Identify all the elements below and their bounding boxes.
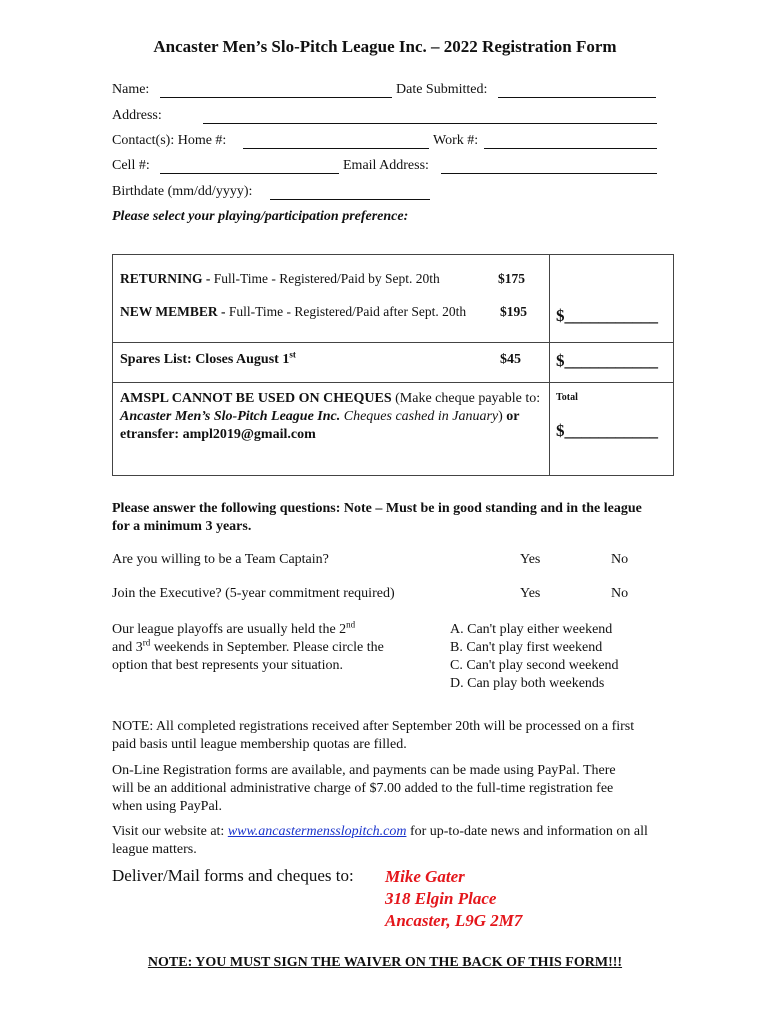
- playoff-options: [450, 621, 619, 693]
- payment-cashed: Cheques cashed in January: [340, 409, 499, 424]
- deliver-address: [385, 866, 522, 932]
- questions-heading: Please answer the following questions: Note – Must be in good standing and in the league for a minimum 3 years.: [112, 501, 642, 534]
- work-phone-label: Work #:: [433, 133, 479, 148]
- home-phone-label: Contact(s): Home #:: [112, 133, 227, 148]
- birthdate-label: Birthdate (mm/dd/yyyy):: [112, 184, 253, 199]
- payment-info-cell: [113, 383, 550, 476]
- payment-payee: Ancaster Men’s Slo-Pitch League Inc.: [120, 409, 341, 424]
- website-text-b: for up-to-date news and information on all league matters.: [112, 824, 648, 857]
- birthdate-field[interactable]: [270, 199, 430, 200]
- name-field[interactable]: [160, 97, 392, 98]
- returning-text: Full-Time - Registered/Paid by Sept. 20th: [210, 271, 440, 286]
- website-note: [112, 823, 660, 859]
- total-cell: [550, 383, 674, 476]
- membership-amount-cell: [550, 255, 674, 343]
- deliver-city: Ancaster, L9G 2M7: [385, 911, 523, 930]
- name-label: Name:: [112, 82, 150, 97]
- payment-warning: AMSPL CANNOT BE USED ON CHEQUES: [120, 391, 392, 406]
- membership-amount-field[interactable]: $___________: [556, 306, 658, 325]
- late-registration-note: NOTE: All completed registrations received after September 20th will be processed on a first paid basis until league membership quotas are filled.: [112, 719, 635, 752]
- playoffs-question: [112, 621, 412, 675]
- cell-label: Cell #:: [112, 158, 150, 173]
- playoffs-text-a: Our league playoffs are usually held the 2: [112, 622, 347, 637]
- playoff-option-b[interactable]: B. Can't play first weekend: [450, 640, 603, 655]
- website-text-a: Visit our website at:: [112, 824, 228, 839]
- website-link[interactable]: www.ancastermensslopitch.com: [227, 824, 407, 839]
- playoffs-sup-nd: nd: [346, 619, 356, 630]
- executive-no[interactable]: No: [611, 586, 629, 601]
- deliver-name: Mike Gater: [385, 867, 465, 886]
- spares-price: $45: [500, 352, 521, 367]
- deliver-street: 318 Elgin Place: [385, 889, 497, 908]
- spares-label-sup: st: [289, 349, 296, 360]
- home-phone-field[interactable]: [243, 148, 429, 149]
- new-member-option[interactable]: [120, 304, 466, 320]
- captain-no[interactable]: No: [611, 552, 629, 567]
- new-member-label: NEW MEMBER -: [120, 304, 226, 319]
- playoffs-text-c: weekends in September. Please circle the option that best represents your situation.: [112, 640, 384, 673]
- work-phone-field[interactable]: [484, 148, 657, 149]
- playoffs-sup-rd: rd: [142, 637, 151, 648]
- spares-amount-field[interactable]: $___________: [556, 351, 658, 370]
- returning-label: RETURNING -: [120, 271, 211, 286]
- returning-price: $175: [498, 271, 525, 286]
- payment-close: ): [498, 409, 503, 424]
- total-label: Total: [556, 392, 578, 403]
- email-label: Email Address:: [343, 158, 429, 173]
- executive-yes[interactable]: Yes: [520, 586, 541, 601]
- executive-question: Join the Executive? (5-year commitment required): [112, 586, 395, 601]
- new-member-text: Full-Time - Registered/Paid after Sept. 20th: [225, 304, 467, 319]
- payment-info: [120, 390, 548, 444]
- new-member-price: $195: [500, 304, 527, 319]
- playoffs-text-b: and 3: [112, 640, 143, 655]
- page-title: Ancaster Men’s Slo-Pitch League Inc. – 2022 Registration Form: [153, 37, 617, 56]
- playoff-option-c[interactable]: C. Can't play second weekend: [450, 658, 619, 673]
- spares-label-text: Spares List: Closes August 1: [120, 352, 290, 367]
- payment-etransfer: or etransfer: ampl2019@gmail.com: [120, 409, 520, 442]
- spares-amount-cell: [550, 343, 674, 383]
- captain-question: Are you willing to be a Team Captain?: [112, 552, 329, 567]
- date-submitted-label: Date Submitted:: [396, 82, 488, 97]
- address-label: Address:: [112, 108, 162, 123]
- preference-prompt: Please select your playing/participation preference:: [112, 209, 409, 224]
- payment-make: (Make cheque payable to:: [391, 391, 541, 406]
- email-field[interactable]: [441, 173, 657, 174]
- spares-label[interactable]: [120, 349, 296, 368]
- waiver-note: NOTE: YOU MUST SIGN THE WAIVER ON THE BACK OF THIS FORM!!!: [147, 955, 623, 970]
- cell-field[interactable]: [160, 173, 339, 174]
- membership-options-cell: [113, 255, 550, 343]
- returning-option[interactable]: [120, 271, 440, 287]
- total-amount-field[interactable]: $___________: [556, 421, 658, 440]
- date-submitted-field[interactable]: [498, 97, 656, 98]
- playoff-option-d[interactable]: D. Can play both weekends: [450, 676, 605, 691]
- online-registration-note: On-Line Registration forms are available, and payments can be made using PayPal. There will be an additional administrative charge of $7.00 added to the full-time registration fee when using PayPal.: [112, 763, 616, 814]
- spares-cell: [113, 343, 550, 383]
- deliver-label: Deliver/Mail forms and cheques to:: [112, 866, 354, 885]
- fee-table: [112, 254, 674, 476]
- captain-yes[interactable]: Yes: [520, 552, 541, 567]
- playoff-option-a[interactable]: A. Can't play either weekend: [450, 622, 613, 637]
- address-field[interactable]: [203, 123, 657, 124]
